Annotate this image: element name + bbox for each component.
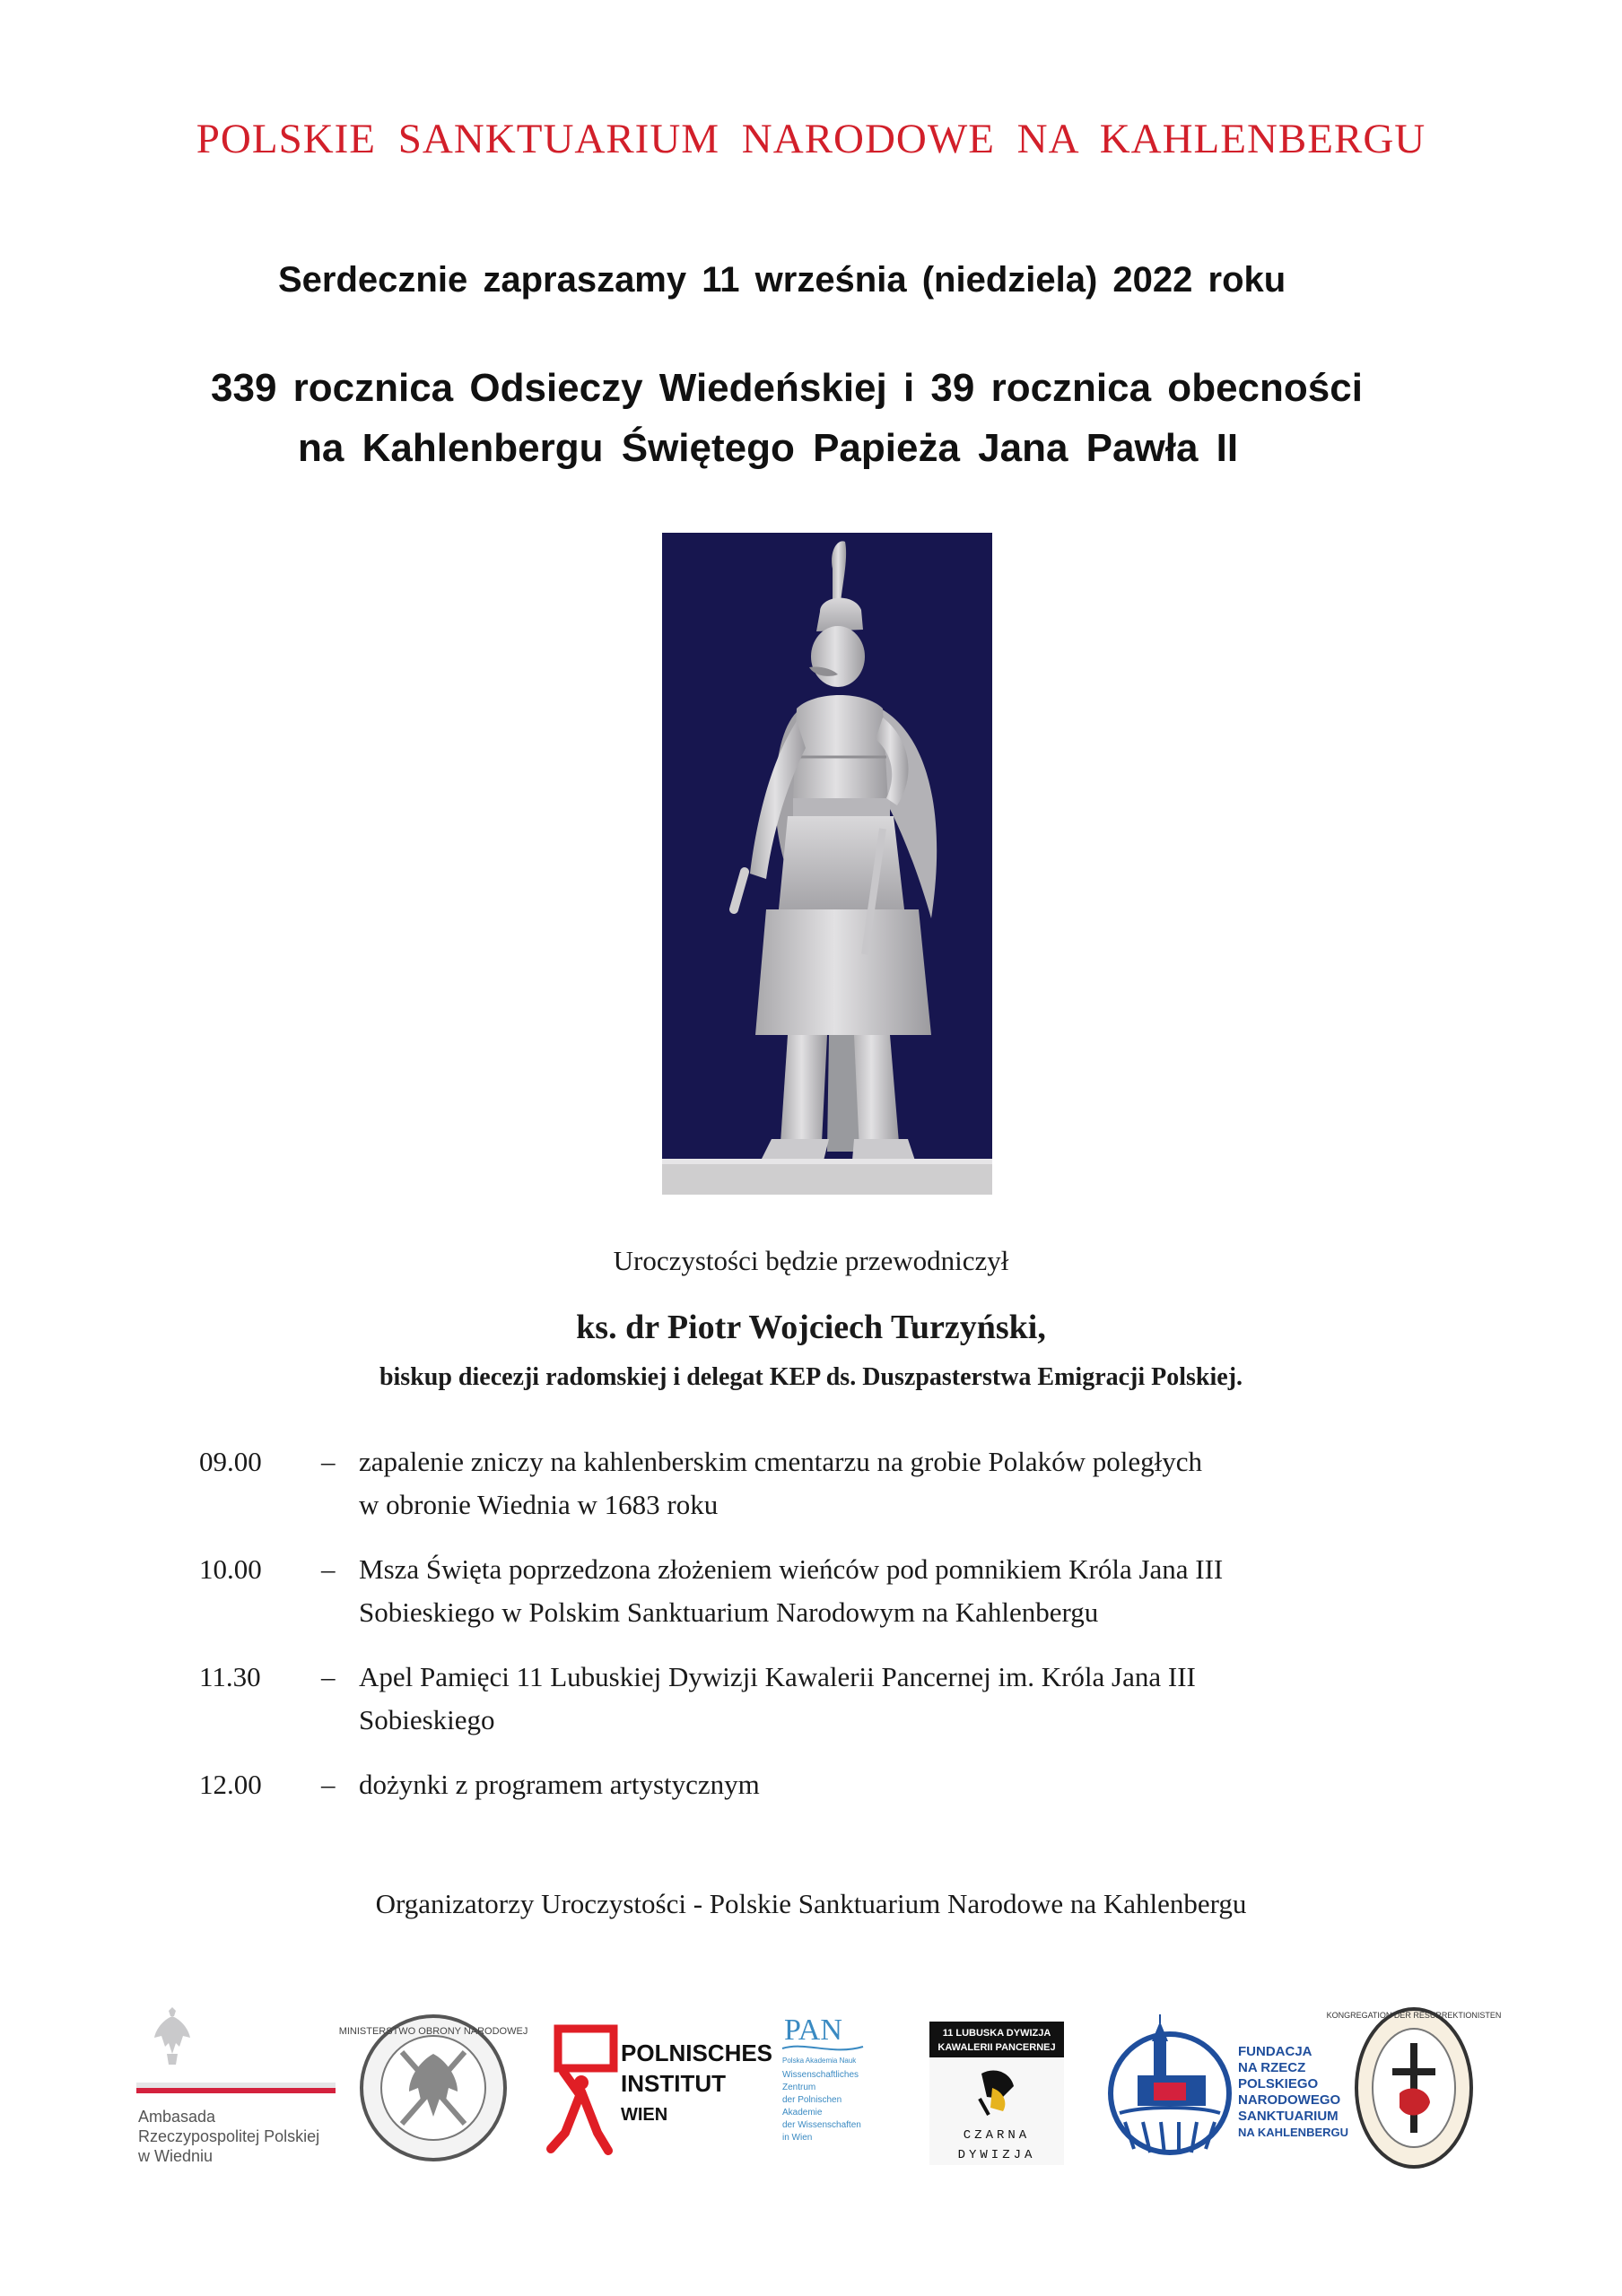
pan-text-line: Zentrum	[782, 2083, 816, 2092]
schedule-dash: –	[321, 1769, 336, 1800]
schedule-dash: –	[321, 1661, 336, 1692]
schedule-line: w obronie Wiednia w 1683 roku	[359, 1489, 719, 1520]
sanctuary-title: POLSKIE SANKTUARIUM NARODOWE NA KAHLENBERGU	[196, 116, 1426, 162]
schedule-line: Sobieskiego	[359, 1704, 495, 1735]
division-name-line: 11 LUBUSKA DYWIZJA	[942, 2028, 1051, 2039]
schedule-item	[199, 1656, 1455, 1742]
schedule-time: 09.00	[199, 1446, 262, 1477]
pan-vienna-logo	[779, 1998, 877, 2178]
resurrectionist-congregation-logo	[1326, 1998, 1502, 2178]
embassy-name-line: Rzeczypospolitej Polskiej	[138, 2127, 320, 2145]
ministry-text: MINISTERSTWO OBRONY NARODOWEJ	[338, 2026, 528, 2037]
schedule-dash: –	[321, 1553, 336, 1585]
polish-institute-logo	[538, 1998, 773, 2178]
foundation-name-line: SANKTUARIUM	[1238, 2109, 1339, 2124]
schedule-dash: –	[321, 1446, 336, 1477]
organizers-line: Organizatorzy Uroczystości - Polskie Sanktuarium Narodowe na Kahlenbergu	[375, 1888, 1247, 1919]
pan-text-line: in Wien	[782, 2133, 813, 2143]
event-schedule	[199, 1440, 1455, 1828]
schedule-time: 10.00	[199, 1553, 262, 1585]
division-name-line: KAWALERII PANCERNEJ	[937, 2042, 1056, 2053]
eagle-emblem-icon	[154, 2007, 190, 2065]
sobieski-statue-photo	[662, 533, 992, 1195]
pan-text-line: der Wissenschaften	[782, 2120, 861, 2130]
schedule-description	[359, 1548, 1455, 1634]
presider-intro: Uroczystości będzie przewodniczył	[613, 1245, 1009, 1276]
schedule-time: 12.00	[199, 1769, 262, 1800]
schedule-line: Apel Pamięci 11 Lubuskiej Dywizji Kawalerii Pancernej im. Króla Jana III	[359, 1661, 1196, 1692]
presider-role: biskup diecezji radomskiej i delegat KEP ds. Duszpasterstwa Emigracji Polskiej.	[379, 1363, 1243, 1391]
foundation-name-line: NA KAHLENBERGU	[1238, 2126, 1349, 2139]
embassy-name-line: Ambasada	[138, 2108, 216, 2126]
pan-text-line: Polska Akademia Nauk	[782, 2057, 857, 2065]
schedule-line: Msza Święta poprzedzona złożeniem wieńców pod pomnikiem Króla Jana III	[359, 1553, 1224, 1585]
schedule-item	[199, 1763, 1455, 1806]
pan-text-line: der Polnischen	[782, 2095, 842, 2105]
embassy-name-line: w Wiedniu	[138, 2147, 214, 2165]
schedule-line: dożynki z programem artystycznym	[359, 1769, 760, 1800]
anniversary-headline-1: 339 rocznica Odsieczy Wiedeńskiej i 39 rocznica obecności	[211, 366, 1363, 410]
foundation-name-line: FUNDACJA	[1238, 2044, 1312, 2059]
pan-text-line: Akademie	[782, 2108, 823, 2118]
schedule-description	[359, 1656, 1455, 1742]
institute-city: WIEN	[621, 2105, 668, 2125]
anniversary-headline-2: na Kahlenbergu Świętego Papieża Jana Pawła II	[298, 426, 1239, 470]
pan-abbr: PAN	[784, 2013, 842, 2047]
schedule-time: 11.30	[199, 1661, 261, 1692]
invitation-line: Serdecznie zapraszamy 11 września (niedziela) 2022 roku	[278, 260, 1286, 300]
foundation-name-line: NA RZECZ	[1238, 2060, 1306, 2075]
schedule-item	[199, 1440, 1455, 1526]
ministry-of-defence-logo	[338, 1998, 528, 2178]
schedule-description	[359, 1763, 1455, 1806]
congregation-text: KONGREGATION DER RESURREKTIONISTEN	[1326, 2011, 1502, 2020]
presider-name: ks. dr Piotr Wojciech Turzyński,	[576, 1309, 1046, 1346]
statue-illustration	[662, 533, 992, 1195]
schedule-description	[359, 1440, 1455, 1526]
schedule-line: zapalenie zniczy na kahlenberskim cmentarzu na grobie Polaków poległych	[359, 1446, 1202, 1477]
pan-text-line: Wissenschaftliches	[782, 2070, 859, 2080]
sanctuary-foundation-logo	[1107, 1998, 1349, 2178]
foundation-name-line: POLSKIEGO	[1238, 2076, 1319, 2092]
institute-name-line: INSTITUT	[621, 2070, 726, 2097]
institute-name-line: POLNISCHES	[621, 2039, 773, 2066]
schedule-line: Sobieskiego w Polskim Sanktuarium Narodowym na Kahlenbergu	[359, 1596, 1099, 1628]
foundation-name-line: NARODOWEGO	[1238, 2092, 1341, 2108]
schedule-item	[199, 1548, 1455, 1634]
embassy-logo	[135, 1998, 341, 2178]
division-motto-line: CZARNA	[963, 2128, 1031, 2143]
division-motto-line: DYWIZJA	[957, 2148, 1036, 2162]
black-division-logo	[928, 1998, 1066, 2178]
